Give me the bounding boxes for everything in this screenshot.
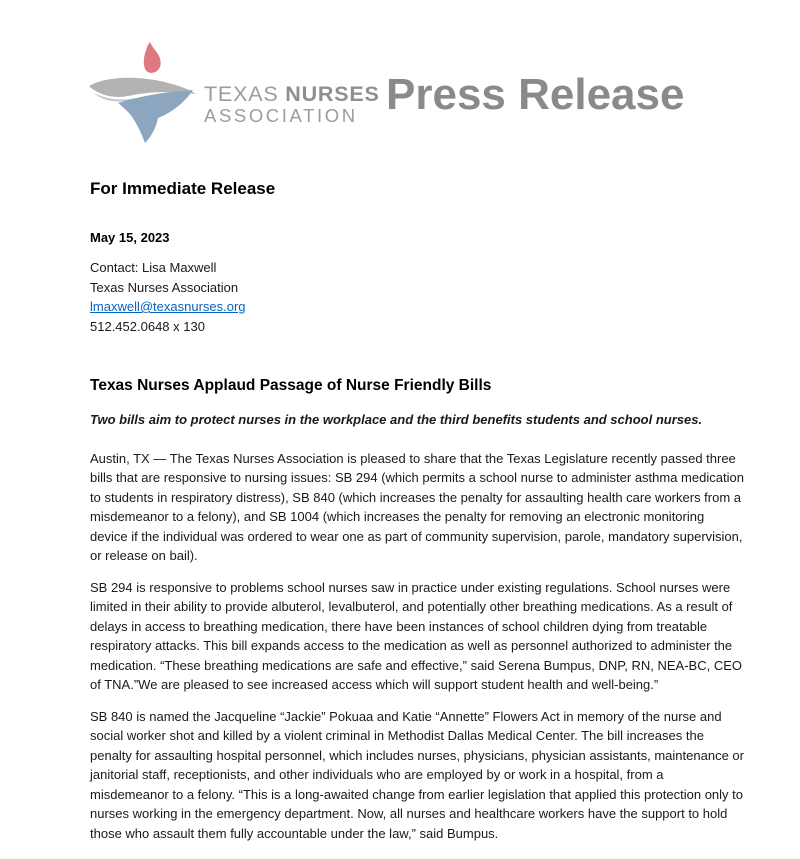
tna-torch-icon [88,40,200,146]
contact-email-row [90,297,745,317]
contact-phone: 512.452.0648 x 130 [90,318,205,334]
contact-organization: Texas Nurses Association [90,279,239,295]
logo-nurses-label: NURSES [285,82,380,106]
article-title: Texas Nurses Applaud Passage of Nurse Friendly Bills [90,377,492,394]
torch-shape [118,90,193,143]
tna-logo [88,40,380,146]
logo-association-label: ASSOCIATION [204,105,358,127]
article-paragraph-1: Austin, TX — The Texas Nurses Association is pleased to share that the Texas Legislature recently passed three bills that are responsive to nursing issues: SB 294 (which permits a school nurse to administer asthma medication to students in respiratory distress), SB 840 (which increases the penalty for assaulting health care workers from a misdemeanor to a felony), and SB 1004 (which increases the penalty for removing an electronic monitoring device if the individual was ordered to wear one as part of community supervision, parole, mandatory supervision, or release on bail). [90,450,744,564]
article-subtitle: Two bills aim to protect nurses in the workplace and the third benefits students and school nurses. [90,412,703,428]
for-immediate-release-heading: For Immediate Release [90,179,276,198]
flame-shape [144,42,161,73]
contact-block [90,258,745,336]
logo-line-texas-nurses [204,82,380,106]
article-paragraph-3: SB 840 is named the Jacqueline “Jackie” Pokuaa and Katie “Annette” Flowers Act in memory of the nurse and social worker shot and killed by a violent criminal in Methodist Dallas Medical Center. The bill increases the penalty for assaulting hospital personnel, which includes nurses, physicians, physician assistants, maintenance or janitorial staff, receptionists, and other individuals who are employed by or work in a hospital, from a misdemeanor to a felony. “This is a long-awaited change from earlier legislation that applied this protection only to nurses working in the emergency department. Now, all nurses and healthcare workers have the support to hold those who assault them fully accountable under the law,” said Bumpus. [90,708,744,841]
logo-wordmark [204,82,380,127]
document-body [90,176,745,855]
article-paragraph-2: SB 294 is responsive to problems school nurses saw in practice under existing regulations. School nurses were limited in their ability to provide albuterol, levalbuterol, and potentially other breathing medications. As a result of delays in access to breathing medication, there have been instances of school children dying from treatable respiratory attacks. This bill expands access to the medication as well as personnel authorized to administer the medication. “These breathing medications are safe and effective,” said Serena Bumpus, DNP, RN, NEA-BC, CEO of TNA.”We are pleased to see increased access which will support student health and well-being.” [90,579,742,693]
release-date: May 15, 2023 [90,229,170,245]
contact-name: Contact: Lisa Maxwell [90,260,217,275]
logo-texas-label: TEXAS [204,82,286,106]
contact-email-link[interactable]: lmaxwell@texasnurses.org [90,299,246,314]
press-release-banner: Press Release [386,70,685,119]
masthead [0,0,800,160]
